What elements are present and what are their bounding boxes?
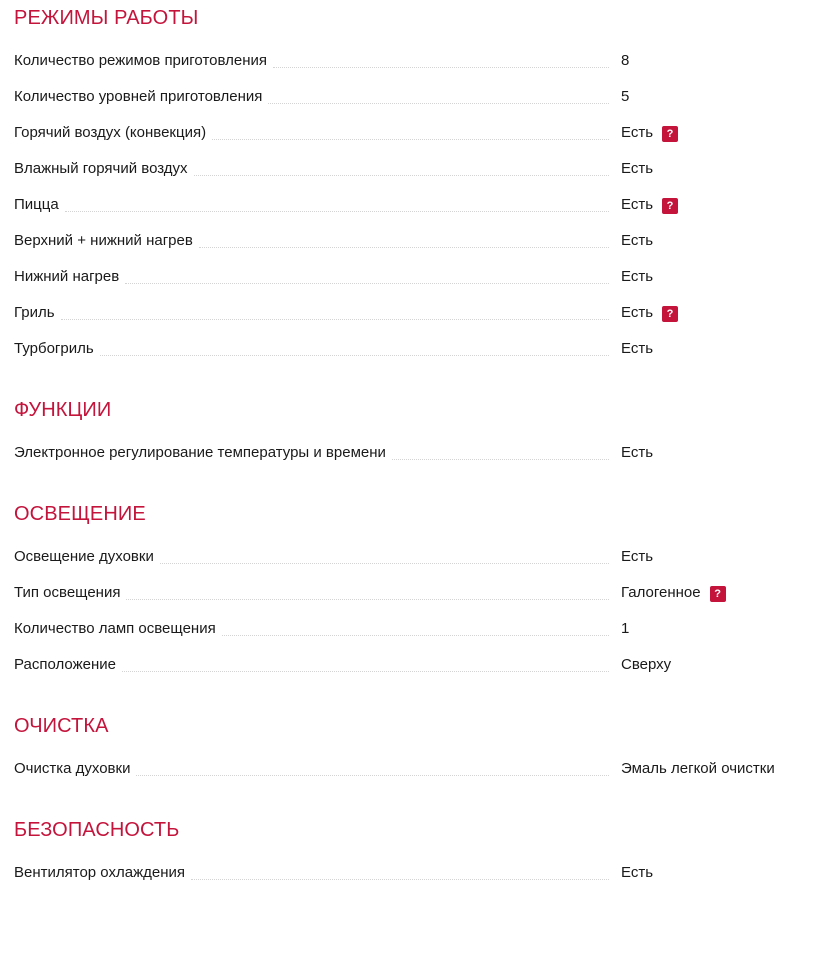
section-rows: [14, 431, 801, 480]
spec-label: Количество ламп освещения: [14, 620, 216, 637]
spec-label: Тип освещения: [14, 584, 121, 601]
spec-label: Влажный горячий воздух: [14, 160, 188, 177]
spec-row: [14, 656, 801, 692]
spec-value-cell: [621, 232, 801, 250]
section-title: ОЧИСТКА: [14, 715, 109, 737]
spec-value: Есть: [621, 196, 654, 213]
question-mark-icon[interactable]: ?: [662, 306, 678, 322]
spec-row: [14, 548, 801, 584]
dotted-leader: [126, 599, 609, 600]
spec-value: Есть: [621, 340, 654, 357]
section-title: РЕЖИМЫ РАБОТЫ: [14, 7, 199, 29]
spec-section-1: [14, 0, 801, 376]
dotted-leader: [268, 103, 609, 104]
spec-value: Есть: [621, 124, 654, 141]
spec-row: [14, 760, 801, 796]
dotted-leader: [194, 175, 609, 176]
spec-label: Очистка духовки: [14, 760, 131, 777]
spec-label: Вентилятор охлаждения: [14, 864, 185, 881]
specs-list: [14, 0, 801, 900]
spec-row: [14, 232, 801, 268]
spec-row: [14, 196, 801, 232]
spec-label: Расположение: [14, 656, 116, 673]
spec-value-cell: [621, 444, 801, 462]
question-mark-icon[interactable]: ?: [662, 198, 678, 214]
spec-value: Сверху: [621, 656, 672, 673]
spec-value: Есть: [621, 548, 654, 565]
spec-row: [14, 160, 801, 196]
spec-row: [14, 52, 801, 88]
dotted-leader: [273, 67, 609, 68]
spec-value-cell: [621, 760, 801, 778]
spec-value-cell: [621, 656, 801, 674]
dotted-leader: [122, 671, 609, 672]
spec-value: Есть: [621, 268, 654, 285]
dotted-leader: [136, 775, 609, 776]
spec-label: Горячий воздух (конвекция): [14, 124, 207, 141]
spec-label: Электронное регулирование температуры и времени: [14, 444, 386, 461]
dotted-leader: [61, 319, 609, 320]
spec-row: [14, 584, 801, 620]
spec-row: [14, 124, 801, 160]
spec-value-cell: [621, 88, 801, 106]
dotted-leader: [65, 211, 609, 212]
question-mark-icon[interactable]: ?: [662, 126, 678, 142]
dotted-leader: [100, 355, 609, 356]
dotted-leader: [199, 247, 609, 248]
spec-label: Количество режимов приготовления: [14, 52, 267, 69]
spec-value: Есть: [621, 864, 654, 881]
spec-value-cell: [621, 124, 801, 142]
section-title: БЕЗОПАСНОСТЬ: [14, 819, 180, 841]
spec-section-3: [14, 496, 801, 692]
spec-value-cell: [621, 196, 801, 214]
section-title: ФУНКЦИИ: [14, 399, 112, 421]
spec-row: [14, 340, 801, 376]
spec-row: [14, 88, 801, 124]
question-mark-icon[interactable]: ?: [710, 586, 726, 602]
section-rows: [14, 535, 801, 692]
dotted-leader: [212, 139, 609, 140]
spec-value: Есть: [621, 160, 654, 177]
spec-value-cell: [621, 304, 801, 322]
spec-value: 5: [621, 88, 630, 105]
spec-value: Есть: [621, 232, 654, 249]
spec-value-cell: [621, 52, 801, 70]
spec-value: Эмаль легкой очистки: [621, 760, 775, 777]
spec-value-cell: [621, 548, 801, 566]
spec-section-2: [14, 392, 801, 480]
section-title: ОСВЕЩЕНИЕ: [14, 503, 146, 525]
spec-label: Гриль: [14, 304, 55, 321]
spec-value: 8: [621, 52, 630, 69]
dotted-leader: [392, 459, 609, 460]
spec-value-cell: [621, 340, 801, 358]
section-rows: [14, 851, 801, 900]
dotted-leader: [125, 283, 609, 284]
spec-label: Пицца: [14, 196, 59, 213]
section-rows: [14, 747, 801, 796]
dotted-leader: [222, 635, 609, 636]
spec-value-cell: [621, 620, 801, 638]
spec-value: Есть: [621, 304, 654, 321]
section-rows: [14, 39, 801, 376]
spec-row: [14, 620, 801, 656]
spec-label: Количество уровней приготовления: [14, 88, 263, 105]
spec-value: 1: [621, 620, 630, 637]
spec-value-cell: [621, 584, 801, 602]
spec-row: [14, 444, 801, 480]
dotted-leader: [160, 563, 609, 564]
spec-value: Есть: [621, 444, 654, 461]
spec-row: [14, 864, 801, 900]
spec-value-cell: [621, 160, 801, 178]
spec-value-cell: [621, 268, 801, 286]
spec-value-cell: [621, 864, 801, 882]
dotted-leader: [191, 879, 609, 880]
spec-label: Турбогриль: [14, 340, 94, 357]
spec-row: [14, 304, 801, 340]
spec-section-5: [14, 812, 801, 900]
spec-label: Верхний + нижний нагрев: [14, 232, 193, 249]
spec-value: Галогенное: [621, 584, 701, 601]
spec-label: Освещение духовки: [14, 548, 154, 565]
spec-section-4: [14, 708, 801, 796]
spec-label: Нижний нагрев: [14, 268, 120, 285]
spec-row: [14, 268, 801, 304]
